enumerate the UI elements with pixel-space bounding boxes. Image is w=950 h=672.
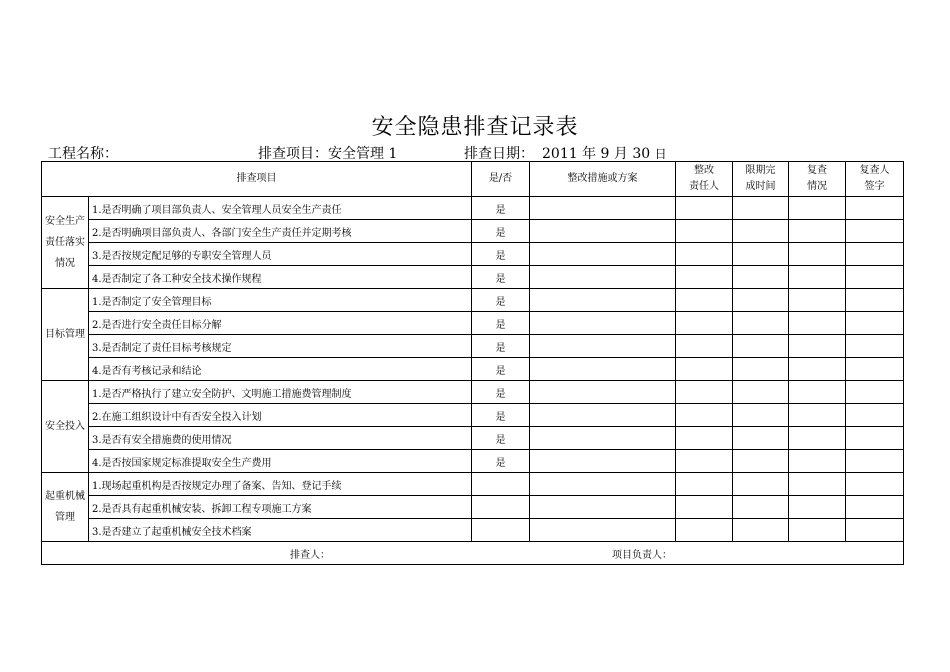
header-reviewer xyxy=(846,162,904,197)
measure-cell xyxy=(530,381,676,404)
reviewer-sign-cell xyxy=(846,427,904,450)
check-item xyxy=(258,143,397,163)
yes-no-cell xyxy=(472,473,530,496)
yes-no-cell: 是 xyxy=(472,243,530,266)
deadline-cell xyxy=(733,220,789,243)
responsible-cell xyxy=(676,496,733,519)
reviewer-sign-cell xyxy=(846,220,904,243)
deadline-cell xyxy=(733,404,789,427)
recheck-cell xyxy=(789,358,846,381)
recheck-cell xyxy=(789,243,846,266)
table-row xyxy=(42,220,904,243)
deadline-cell xyxy=(733,197,789,220)
recheck-cell xyxy=(789,312,846,335)
deadline-cell xyxy=(733,519,789,542)
reviewer-sign-cell xyxy=(846,404,904,427)
yes-no-cell xyxy=(472,496,530,519)
check-item-cell: 2.在施工组织设计中有否安全投入计划 xyxy=(89,404,472,427)
table-row xyxy=(42,519,904,542)
recheck-cell xyxy=(789,289,846,312)
yes-no-cell: 是 xyxy=(472,312,530,335)
header-responsible-line1: 整改 xyxy=(694,165,714,176)
responsible-cell xyxy=(676,381,733,404)
table-row xyxy=(42,289,904,312)
table-header-row xyxy=(42,162,904,197)
responsible-cell xyxy=(676,243,733,266)
signature-row xyxy=(42,542,904,565)
measure-cell xyxy=(530,473,676,496)
check-date-suffix: 日 xyxy=(654,147,667,161)
table-row xyxy=(42,358,904,381)
deadline-cell xyxy=(733,335,789,358)
deadline-cell xyxy=(733,450,789,473)
check-item-value: 安全管理 1 xyxy=(328,146,398,162)
measure-cell xyxy=(530,312,676,335)
table-row xyxy=(42,427,904,450)
responsible-cell xyxy=(676,404,733,427)
table-row xyxy=(42,381,904,404)
reviewer-sign-cell xyxy=(846,289,904,312)
recheck-cell xyxy=(789,473,846,496)
check-item-cell: 4.是否制定了各工种安全技术操作规程 xyxy=(89,266,472,289)
measure-cell xyxy=(530,358,676,381)
header-item: 排查项目 xyxy=(42,162,472,197)
reviewer-sign-cell xyxy=(846,266,904,289)
yes-no-cell: 是 xyxy=(472,404,530,427)
table-row xyxy=(42,266,904,289)
recheck-cell xyxy=(789,404,846,427)
check-item-cell: 1.是否严格执行了建立安全防护、文明施工措施费管理制度 xyxy=(89,381,472,404)
reviewer-sign-cell xyxy=(846,197,904,220)
responsible-cell xyxy=(676,450,733,473)
recheck-cell xyxy=(789,519,846,542)
check-item-cell: 4.是否有考核记录和结论 xyxy=(89,358,472,381)
category-cell: 安全生产责任落实情况 xyxy=(42,197,89,289)
inspection-table xyxy=(41,161,904,565)
project-name-label: 工程名称： xyxy=(48,146,118,162)
measure-cell xyxy=(530,427,676,450)
document-title: 安全隐患排查记录表 xyxy=(371,115,579,140)
table-body xyxy=(42,197,904,542)
header-measure: 整改措施或方案 xyxy=(530,162,676,197)
responsible-cell xyxy=(676,197,733,220)
category-cell: 起重机械管理 xyxy=(42,473,89,542)
yes-no-cell: 是 xyxy=(472,381,530,404)
deadline-cell xyxy=(733,243,789,266)
responsible-cell xyxy=(676,312,733,335)
responsible-cell xyxy=(676,427,733,450)
table-row xyxy=(42,197,904,220)
table-row xyxy=(42,473,904,496)
reviewer-sign-cell xyxy=(846,496,904,519)
recheck-cell xyxy=(789,266,846,289)
category-cell: 目标管理 xyxy=(42,289,89,381)
check-item-cell: 2.是否进行安全责任目标分解 xyxy=(89,312,472,335)
yes-no-cell: 是 xyxy=(472,358,530,381)
responsible-cell xyxy=(676,358,733,381)
check-date xyxy=(464,143,667,163)
yes-no-cell: 是 xyxy=(472,289,530,312)
responsible-cell xyxy=(676,335,733,358)
recheck-cell xyxy=(789,450,846,473)
recheck-cell xyxy=(789,220,846,243)
yes-no-cell: 是 xyxy=(472,427,530,450)
measure-cell xyxy=(530,335,676,358)
measure-cell xyxy=(530,220,676,243)
measure-cell xyxy=(530,197,676,220)
table-row xyxy=(42,312,904,335)
measure-cell xyxy=(530,243,676,266)
check-item-cell: 1.是否明确了项目部负责人、安全管理人员安全生产责任 xyxy=(89,197,472,220)
header-yes-no: 是/否 xyxy=(472,162,530,197)
check-item-cell: 2.是否具有起重机械安装、拆卸工程专项施工方案 xyxy=(89,496,472,519)
reviewer-sign-cell xyxy=(846,519,904,542)
check-item-cell: 3.是否按规定配足够的专职安全管理人员 xyxy=(89,243,472,266)
category-cell: 安全投入 xyxy=(42,381,89,473)
measure-cell xyxy=(530,404,676,427)
reviewer-sign-cell xyxy=(846,312,904,335)
project-lead-label: 项目负责人： xyxy=(612,550,672,561)
reviewer-sign-cell xyxy=(846,243,904,266)
check-item-label: 排查项目： xyxy=(258,146,328,162)
deadline-cell xyxy=(733,496,789,519)
deadline-cell xyxy=(733,312,789,335)
table-row xyxy=(42,243,904,266)
recheck-cell xyxy=(789,427,846,450)
signature-cell xyxy=(42,542,904,565)
table-row xyxy=(42,335,904,358)
header-reviewer-line2: 签字 xyxy=(864,181,885,192)
check-item-cell: 3.是否建立了起重机械安全技术档案 xyxy=(89,519,472,542)
recheck-cell xyxy=(789,335,846,358)
document-meta xyxy=(48,143,908,163)
header-recheck-line2: 情况 xyxy=(807,181,827,192)
check-item-cell: 1.现场起重机构是否按规定办理了备案、告知、登记手续 xyxy=(89,473,472,496)
responsible-cell xyxy=(676,220,733,243)
responsible-cell xyxy=(676,289,733,312)
header-deadline xyxy=(733,162,789,197)
recheck-cell xyxy=(789,496,846,519)
table-row xyxy=(42,450,904,473)
yes-no-cell xyxy=(472,519,530,542)
reviewer-sign-cell xyxy=(846,473,904,496)
deadline-cell xyxy=(733,266,789,289)
inspector-label: 排查人： xyxy=(290,550,330,561)
measure-cell xyxy=(530,289,676,312)
measure-cell xyxy=(530,266,676,289)
check-item-cell: 4.是否按国家规定标准提取安全生产费用 xyxy=(89,450,472,473)
header-reviewer-line1: 复查人 xyxy=(859,165,890,176)
recheck-cell xyxy=(789,381,846,404)
reviewer-sign-cell xyxy=(846,335,904,358)
header-deadline-line1: 限期完 xyxy=(745,165,776,176)
yes-no-cell: 是 xyxy=(472,220,530,243)
yes-no-cell: 是 xyxy=(472,450,530,473)
reviewer-sign-cell xyxy=(846,358,904,381)
check-item-cell: 3.是否制定了责任目标考核规定 xyxy=(89,335,472,358)
measure-cell xyxy=(530,450,676,473)
yes-no-cell: 是 xyxy=(472,197,530,220)
deadline-cell xyxy=(733,289,789,312)
responsible-cell xyxy=(676,519,733,542)
deadline-cell xyxy=(733,381,789,404)
reviewer-sign-cell xyxy=(846,450,904,473)
table-row xyxy=(42,496,904,519)
header-responsible xyxy=(676,162,733,197)
check-item-cell: 3.是否有安全措施费的使用情况 xyxy=(89,427,472,450)
header-recheck xyxy=(789,162,846,197)
check-date-label: 排查日期： xyxy=(464,146,534,162)
yes-no-cell: 是 xyxy=(472,335,530,358)
deadline-cell xyxy=(733,427,789,450)
deadline-cell xyxy=(733,473,789,496)
header-responsible-line2: 责任人 xyxy=(689,181,719,192)
measure-cell xyxy=(530,496,676,519)
check-item-cell: 1.是否制定了安全管理目标 xyxy=(89,289,472,312)
recheck-cell xyxy=(789,197,846,220)
reviewer-sign-cell xyxy=(846,381,904,404)
deadline-cell xyxy=(733,358,789,381)
responsible-cell xyxy=(676,266,733,289)
table-row xyxy=(42,404,904,427)
check-date-value: 2011 年 9 月 30 xyxy=(542,146,651,162)
measure-cell xyxy=(530,519,676,542)
check-item-cell: 2.是否明确项目部负责人、各部门安全生产责任并定期考核 xyxy=(89,220,472,243)
header-recheck-line1: 复查 xyxy=(807,165,827,176)
yes-no-cell: 是 xyxy=(472,266,530,289)
responsible-cell xyxy=(676,473,733,496)
header-deadline-line2: 成时间 xyxy=(745,181,776,192)
